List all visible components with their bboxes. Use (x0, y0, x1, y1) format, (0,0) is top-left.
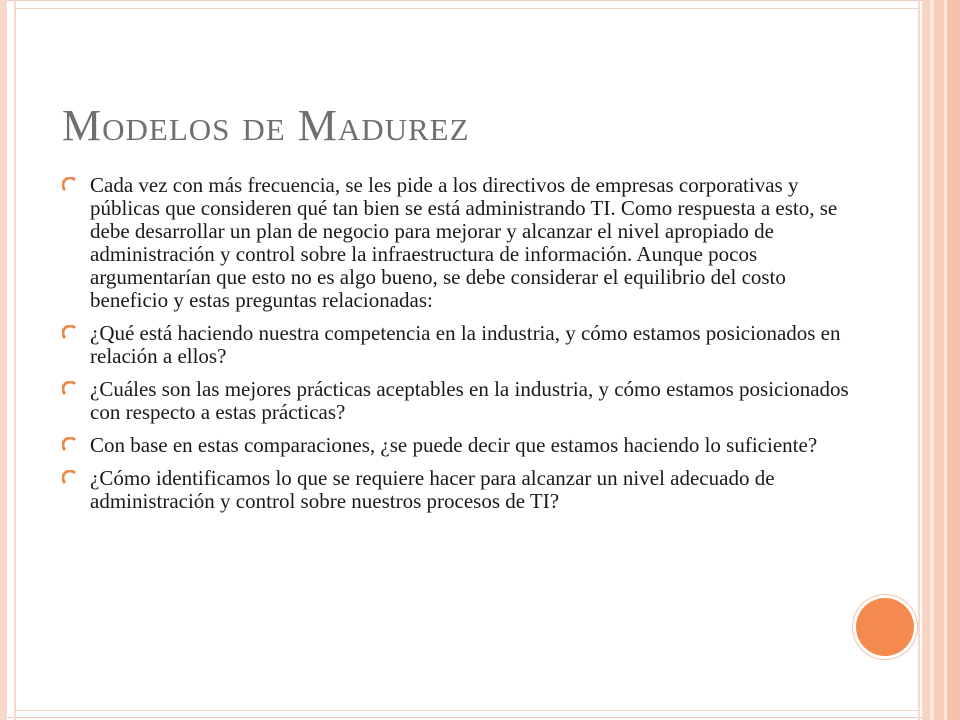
bullet-text: ¿Cómo identificamos lo que se requiere hacer para alcanzar un nivel adecuado de administración y control sobre nuestros procesos de TI? (90, 466, 775, 513)
top-frame-line (14, 8, 920, 9)
bullet-list (62, 174, 852, 523)
arc-bullet-icon (62, 437, 78, 453)
arc-bullet-icon (62, 325, 78, 341)
bullet-text: ¿Cuáles son las mejores prácticas aceptables en la industria, y cómo estamos posicionados con respecto a estas prácticas? (90, 377, 849, 424)
bullet-item (62, 378, 852, 424)
bullet-text: Cada vez con más frecuencia, se les pide a los directivos de empresas corporativas y públicas que consideren qué tan bien se está administrando TI. Como respuesta a esto, se debe desarrollar un plan de negocio para mejorar y alcanzar el nivel apropiado de administración y control sobre la infraestructura de información. Aunque pocos argumentarían que esto no es algo bueno, se debe considerar el equilibrio del costo beneficio y estas preguntas relacionadas: (90, 173, 838, 312)
bullet-text: Con base en estas comparaciones, ¿se puede decir que estamos haciendo lo suficiente? (90, 433, 818, 457)
left-inner-frame-line (14, 0, 16, 720)
right-frame-stripes (922, 0, 960, 720)
bullet-item (62, 322, 852, 368)
slide-title: Modelos de Madurez (62, 101, 470, 150)
bullet-item (62, 467, 852, 513)
orange-circle-decoration (856, 598, 914, 656)
arc-bullet-icon (62, 381, 78, 397)
bullet-item (62, 174, 852, 312)
bullet-text: ¿Qué está haciendo nuestra competencia en la industria, y cómo estamos posicionados en relación a ellos? (90, 321, 841, 368)
bullet-item (62, 434, 852, 457)
bottom-frame-line (14, 710, 920, 711)
right-inner-frame-line (918, 0, 920, 720)
arc-bullet-icon (62, 177, 78, 193)
left-frame-stripe (0, 0, 7, 720)
arc-bullet-icon (62, 470, 78, 486)
